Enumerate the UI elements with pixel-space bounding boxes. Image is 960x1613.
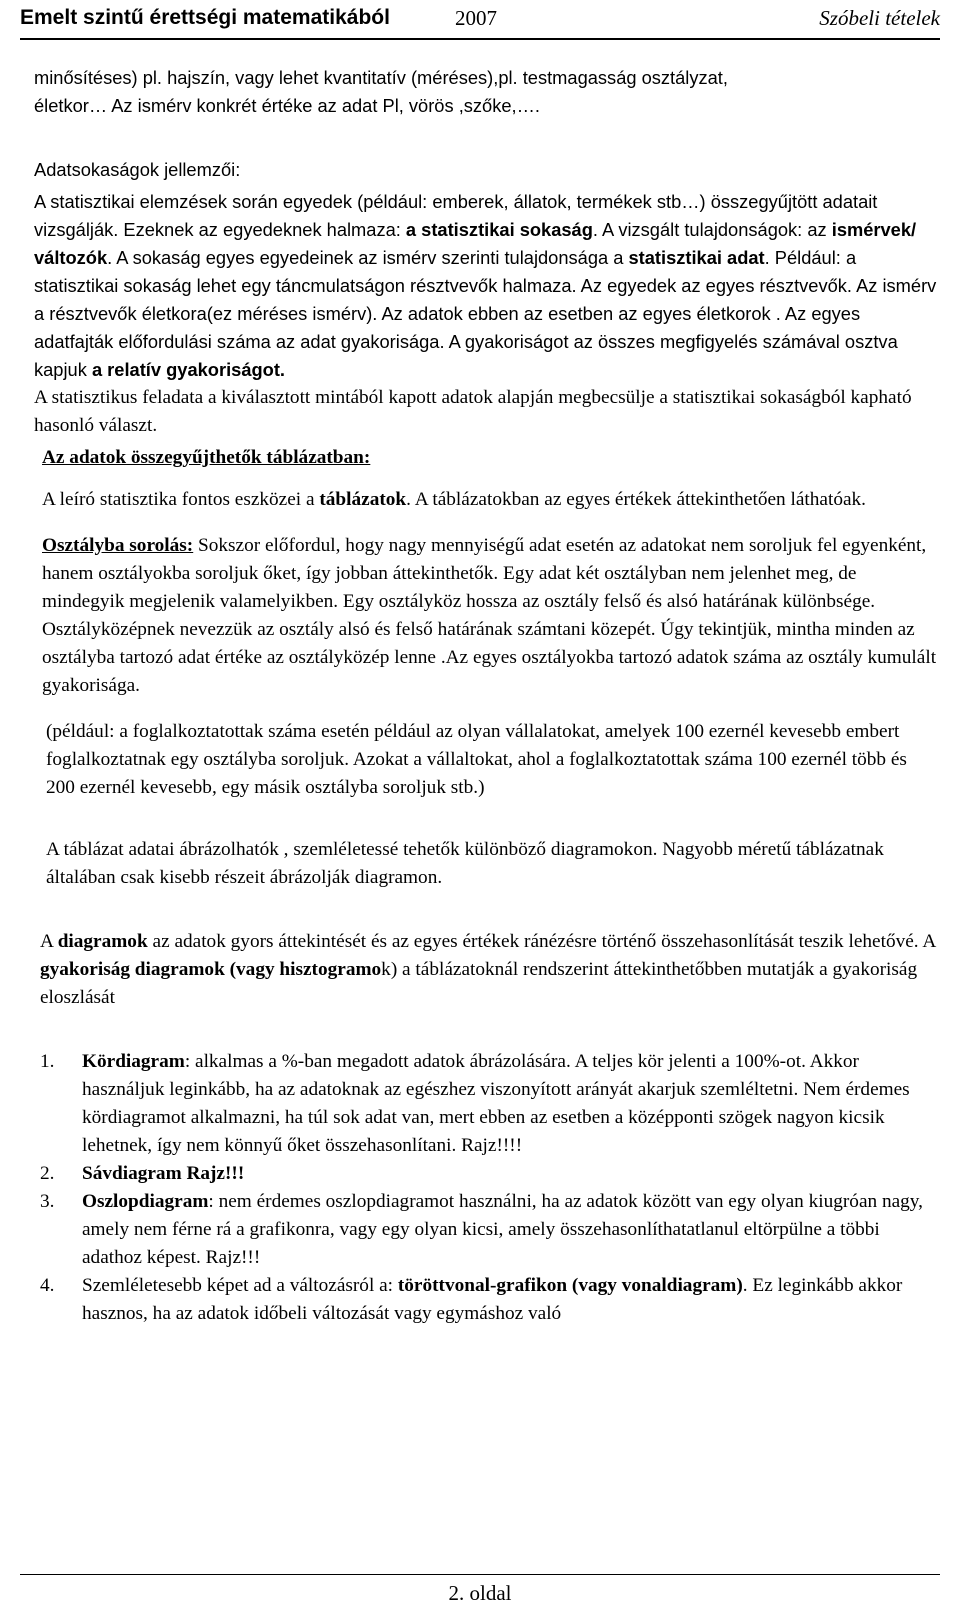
header-year: 2007 (455, 6, 497, 30)
page-content (34, 64, 939, 1328)
header-rule (20, 38, 940, 40)
page-number: 2. oldal (448, 1581, 512, 1605)
diagram-types-list (40, 1048, 939, 1328)
header-right-title: Szóbeli tételek (819, 6, 940, 30)
diagrams-paragraph: A diagramok az adatok gyors áttekintését és az egyes értékek ránézésre történő összehasonlítását teszik lehetővé. A gyakoriság diagramok (vagy hisztogramok) a táblázatoknál rendszerint áttekinthetőbben mutatják a gyakoriság eloszlását (40, 931, 936, 1008)
list-item: 2. Sávdiagram Rajz!!! (40, 1163, 245, 1184)
intro-line-2: életkor… Az ismérv konkrét értéke az adat Pl, vörös ,szőke,…. (34, 95, 540, 116)
example-paragraph: (például: a foglalkoztatottak száma esetén például az olyan vállalatokat, amelyek 100 ezernél kevesebb embert foglalkoztatnak egy osztályba soroljuk. Azokat a vállaltokat, ahol a foglalkoztatottak száma 100 ezernél több és 200 ezernél kevesebb, egy másik osztályba soroljuk stb.) (46, 721, 907, 798)
header-left-title: Emelt szintű érettségi matematikából (20, 6, 390, 29)
characteristics-title: Adatsokaságok jellemzői: (34, 159, 241, 180)
page-header (20, 2, 940, 40)
intro-line-1: minősítéses) pl. hajszín, vagy lehet kvantitatív (méréses),pl. testmagasság osztályzat, (34, 67, 728, 88)
characteristics-paragraph: A statisztikai elemzések során egyedek (például: emberek, állatok, termékek stb…) összegyűjtött adatait vizsgálják. Ezeknek az egyedeknek halmaza: a statisztikai sokaság. A vizsgált tulajdonságok: az ismérvek/ változók. A sokaság egyes egyedeinek az ismérv szerinti tulajdonsága a statisztikai adat. Például: a statisztikai sokaság lehet egy táncmulatságon résztvevők halmaza. Az egyedek az egyes résztvevők. Az ismérv a résztvevők életkora(ez méréses ismérv). Az adatok ebben az esetben az egyes életkorok . Az egyes adatfajták előfordulási száma az adat gyakorisága. A gyakoriságot az összes megfigyelés számával osztva kapjuk a relatív gyakoriságot. (34, 191, 937, 380)
list-item: 3. Oszlopdiagram: nem érdemes oszlopdiagramot használni, ha az adatok között van egy olyan kiugróan nagy, amely nem férne rá a grafikonra, vagy egy olyan kicsi, amely összehasonlíthatatlanul eltörpülne a többi adathoz képest. Rajz!!! (40, 1191, 924, 1268)
tables-paragraph: A leíró statisztika fontos eszközei a táblázatok. A táblázatokban az egyes értékek áttekinthetően láthatóak. (42, 489, 867, 510)
footer-rule (20, 1574, 940, 1575)
tables-title: Az adatok összegyűjthetők táblázatban: (42, 447, 371, 468)
statistician-paragraph: A statisztikus feladata a kiválasztott mintából kapott adatok alapján megbecsülje a statisztikai sokaságból kapható hasonló választ. (34, 387, 912, 436)
list-item: 1. Kördiagram: alkalmas a %-ban megadott adatok ábrázolására. A teljes kör jelenti a 100%-ot. Akkor használjuk leginkább, ha az adatoknak az egészhez viszonyított arányát akarjuk szemléltetni. Nem érdemes kördiagramot alkalmazni, ha túl sok adat van, mert ebben az esetben a középponti szögek nagyon kicsik lehetnek, így nem könnyű őket összehasonlítani. Rajz!!!! (40, 1051, 910, 1156)
classification-paragraph: Osztályba sorolás: Sokszor előfordul, hogy nagy mennyiségű adat esetén az adatokat nem soroljuk fel egyenként, hanem osztályokba soroljuk őket, így jobban áttekinthetők. Egy adat két osztályban nem jelenhet meg, de mindegyik megjelenik valamelyikben. Egy osztályköz hossza az osztály felső és alsó határának különbsége. Osztályközépnek nevezzük az osztály alsó és felső határának számtani közepét. Úgy tekintjük, mintha minden az osztályba tartozó adat értéke az osztályközép lenne .Az egyes osztályokba tartozó adatok száma az osztály kumulált gyakorisága. (42, 535, 937, 696)
diagrams-intro-paragraph: A táblázat adatai ábrázolhatók , szemléletessé tehetők különböző diagramokon. Nagyobb méretű táblázatnak általában csak kisebb részeit ábrázolják diagramon. (46, 839, 884, 888)
classification-title: Osztályba sorolás: (42, 535, 194, 556)
list-item: 4. Szemléletesebb képet ad a változásról a: töröttvonal-grafikon (vagy vonaldiagram). Ez leginkább akkor hasznos, ha az adatok időbeli változását vagy egymáshoz való (40, 1275, 903, 1324)
